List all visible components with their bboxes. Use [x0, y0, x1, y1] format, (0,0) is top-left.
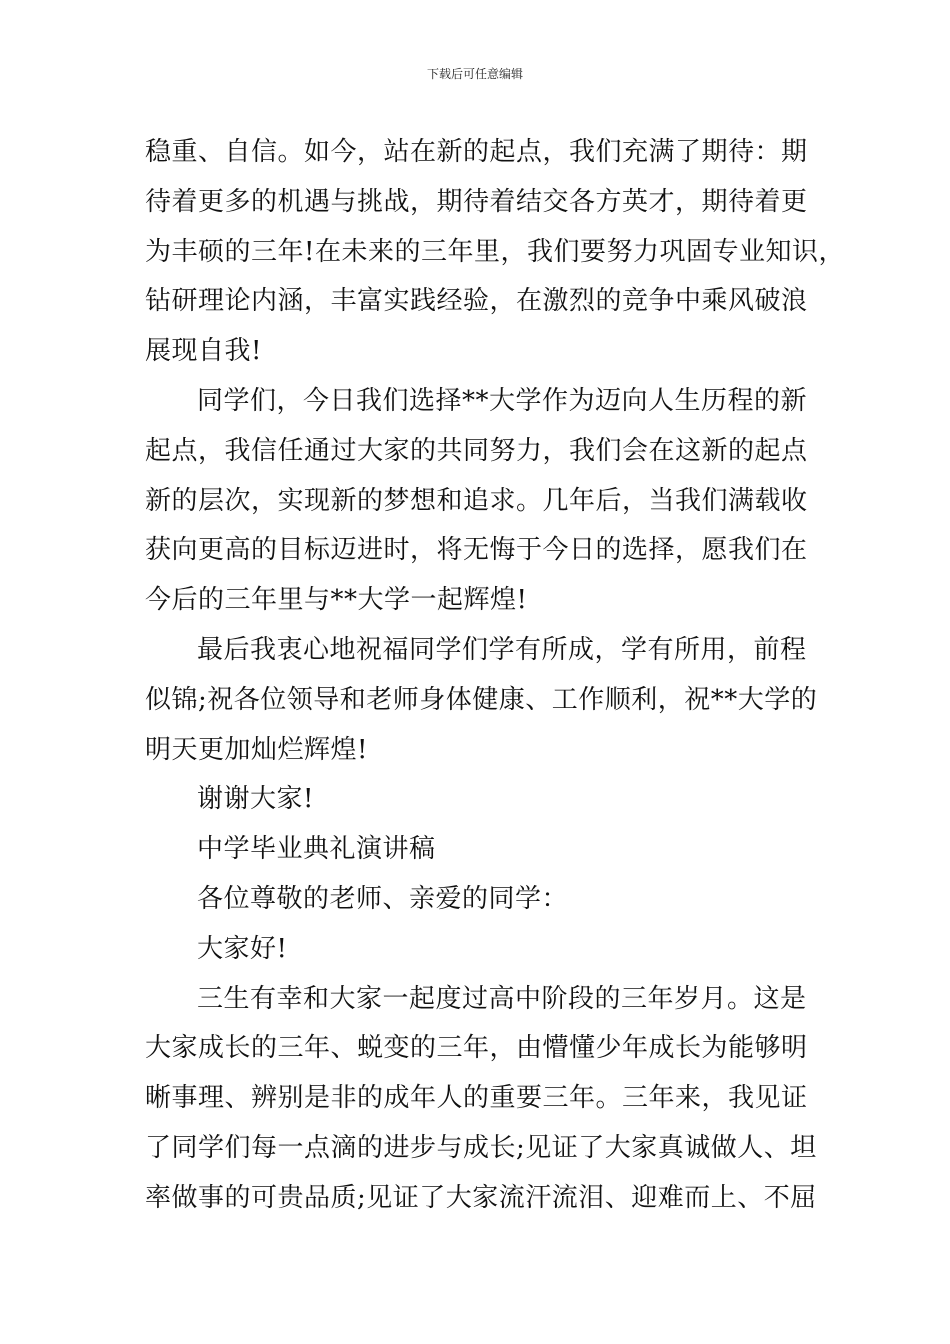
text-line: 了同学们每一点滴的进步与成长;见证了大家真诚做人、坦	[145, 1132, 817, 1163]
text-line: 新的层次，实现新的梦想和追求。几年后，当我们满载收	[145, 485, 808, 516]
text-line: 为丰硕的三年!在未来的三年里，我们要努力巩固专业知识，	[145, 236, 845, 267]
text-line: 大家成长的三年、蜕变的三年，由懵懂少年成长为能够明	[145, 1033, 808, 1064]
text-line: 同学们，今日我们选择**大学作为迈向人生历程的新	[197, 385, 808, 416]
text-line: 似锦;祝各位领导和老师身体健康、工作顺利，祝**大学的	[145, 684, 818, 715]
text-line: 率做事的可贵品质;见证了大家流汗流泪、迎难而上、不屈	[145, 1182, 817, 1213]
page-header: 下载后可任意编辑	[426, 67, 523, 81]
text-line: 待着更多的机遇与挑战，期待着结交各方英才，期待着更	[145, 186, 808, 217]
text-line: 最后我衷心地祝福同学们学有所成，学有所用，前程	[197, 634, 807, 665]
salutation-line: 各位尊敬的老师、亲爱的同学：	[197, 883, 569, 914]
text-line: 晰事理、辨别是非的成年人的重要三年。三年来，我见证	[145, 1083, 808, 1114]
text-line: 谢谢大家!	[197, 784, 314, 815]
text-line: 起点，我信任通过大家的共同努力，我们会在这新的起点	[145, 435, 808, 466]
text-line: 钻研理论内涵，丰富实践经验，在激烈的竞争中乘风破浪	[145, 286, 808, 317]
text-line: 今后的三年里与**大学一起辉煌!	[145, 585, 528, 616]
text-line: 稳重、自信。如今，站在新的起点，我们充满了期待：期	[145, 137, 808, 167]
text-line: 三生有幸和大家一起度过高中阶段的三年岁月。这是	[197, 983, 807, 1014]
greeting-line: 大家好!	[197, 933, 288, 964]
document-body	[145, 128, 845, 1224]
text-line: 明天更加灿烂辉煌!	[145, 734, 368, 765]
document-subtitle: 中学毕业典礼演讲稿	[197, 834, 436, 865]
text-line: 获向更高的目标迈进时，将无悔于今日的选择，愿我们在	[145, 535, 808, 566]
text-line: 展现自我!	[145, 336, 262, 367]
